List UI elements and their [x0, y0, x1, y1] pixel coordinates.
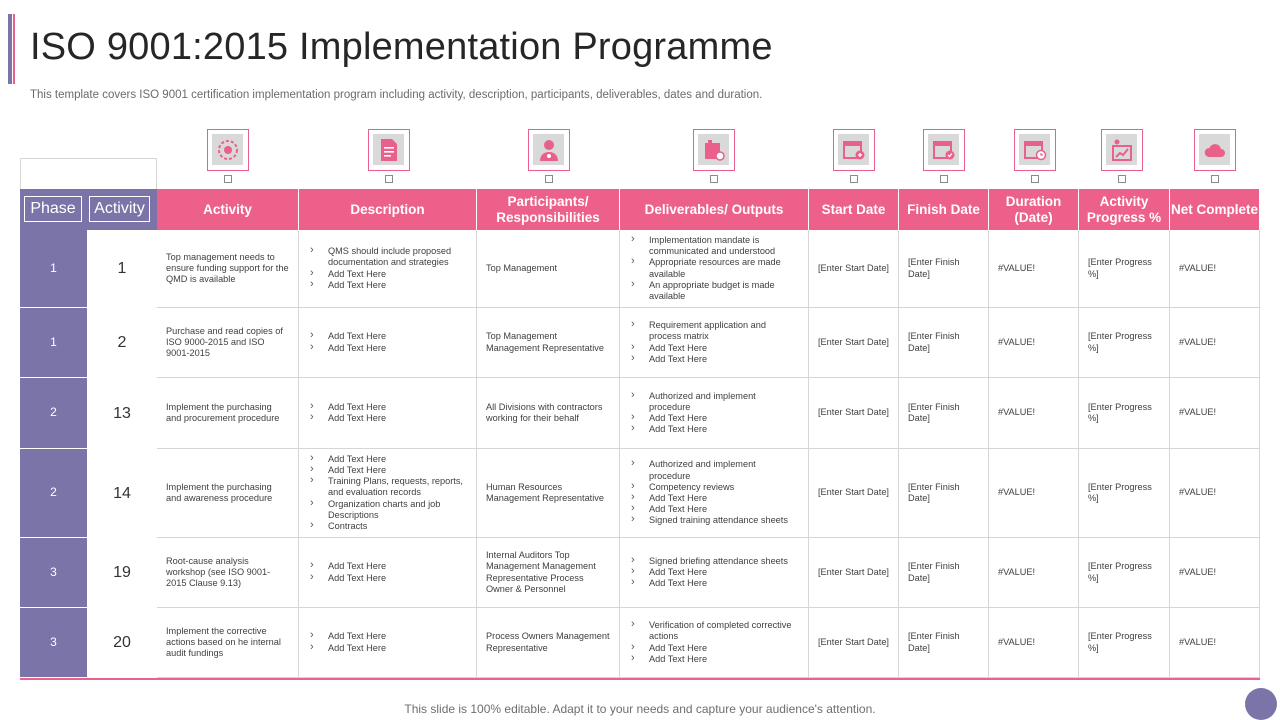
column-header: Net Complete	[1170, 189, 1260, 230]
progress-cell	[1079, 449, 1170, 538]
duration-cell	[989, 449, 1079, 538]
progress-cell-text: [Enter Progress %]	[1088, 631, 1152, 653]
net-complete-cell-text: #VALUE!	[1179, 566, 1217, 577]
finish-date-cell	[899, 230, 989, 308]
corner-decoration	[1245, 688, 1277, 720]
activity-cell	[157, 538, 299, 608]
description-cell	[299, 308, 477, 378]
finish-date-cell	[899, 608, 989, 678]
phase-cell: 2	[20, 449, 87, 538]
activity-number-cell: 14	[87, 449, 157, 538]
start-date-cell	[809, 449, 899, 538]
column-icon-box	[693, 129, 735, 171]
progress-chart-icon	[1106, 134, 1137, 165]
net-complete-cell	[1170, 538, 1260, 608]
target-gear-icon	[212, 134, 243, 165]
start-date-cell	[809, 308, 899, 378]
progress-cell-text: [Enter Progress %]	[1088, 401, 1152, 423]
column-header: Activity	[157, 189, 299, 230]
table-bottom-rule	[20, 678, 1260, 680]
finish-date-cell-text: [Enter Finish Date]	[908, 631, 960, 653]
deliverables-cell	[620, 308, 809, 378]
start-date-cell	[809, 378, 899, 449]
accent-bar-pink	[13, 14, 15, 84]
net-complete-cell	[1170, 378, 1260, 449]
bullet-item: › Add Text Here	[308, 331, 386, 342]
column-icon-box	[207, 129, 249, 171]
bullet-item: › Add Text Here	[308, 643, 386, 654]
activity-cell-text: Implement the corrective actions based on he internal audit fundings	[166, 625, 281, 659]
bullet-list	[629, 235, 799, 302]
deliverables-cell	[620, 538, 809, 608]
net-complete-cell-text: #VALUE!	[1179, 407, 1217, 418]
bullet-list	[629, 620, 799, 665]
duration-cell-text: #VALUE!	[998, 566, 1036, 577]
document-icon	[373, 134, 404, 165]
table-row	[20, 308, 1260, 378]
duration-cell	[989, 378, 1079, 449]
participants-cell-text: All Divisions with contractors working for their behalf	[486, 401, 603, 423]
bullet-item: › Add Text Here	[629, 567, 788, 578]
finish-date-cell	[899, 378, 989, 449]
bullet-item: › Add Text Here	[308, 269, 467, 280]
duration-cell	[989, 230, 1079, 308]
finish-date-cell-text: [Enter Finish Date]	[908, 481, 960, 503]
table-row	[20, 608, 1260, 678]
column-checkbox[interactable]	[545, 175, 553, 183]
phase-header-label: Phase	[24, 196, 82, 222]
bullet-list	[629, 320, 799, 365]
column-header: Duration (Date)	[989, 189, 1079, 230]
phase-cell: 1	[20, 308, 87, 378]
column-checkbox[interactable]	[224, 175, 232, 183]
start-date-cell	[809, 230, 899, 308]
net-complete-cell	[1170, 449, 1260, 538]
bullet-item: › Signed training attendance sheets	[629, 515, 799, 526]
column-checkbox[interactable]	[1211, 175, 1219, 183]
bullet-list	[629, 391, 799, 436]
net-complete-cell	[1170, 308, 1260, 378]
bullet-item: › QMS should include proposed documentation and strategies	[308, 246, 467, 268]
activity-number-cell: 19	[87, 538, 157, 608]
bullet-item: › Competency reviews	[629, 482, 799, 493]
description-cell	[299, 538, 477, 608]
calendar-start-icon	[838, 134, 869, 165]
table-row	[20, 378, 1260, 449]
duration-cell	[989, 608, 1079, 678]
description-cell	[299, 378, 477, 449]
finish-date-cell	[899, 538, 989, 608]
participants-cell-text: Process Owners Management Representative	[486, 631, 610, 653]
column-header: Start Date	[809, 189, 899, 230]
finish-date-cell-text: [Enter Finish Date]	[908, 257, 960, 279]
bullet-item: › Add Text Here	[629, 578, 788, 589]
duration-cell-text: #VALUE!	[998, 487, 1036, 498]
finish-date-cell	[899, 308, 989, 378]
bullet-item: › Add Text Here	[308, 573, 386, 584]
column-checkbox[interactable]	[1118, 175, 1126, 183]
bullet-item: › Add Text Here	[629, 493, 799, 504]
net-complete-cell-text: #VALUE!	[1179, 636, 1217, 647]
bullet-item: › Verification of completed corrective actions	[629, 620, 799, 642]
bullet-item: › Authorized and implement procedure	[629, 391, 799, 413]
activity-header-label: Activity	[89, 196, 150, 222]
finish-date-cell-text: [Enter Finish Date]	[908, 561, 960, 583]
bullet-item: › Implementation mandate is communicated and understood	[629, 235, 799, 257]
bullet-list	[308, 331, 386, 353]
column-icon-box	[923, 129, 965, 171]
person-icon	[533, 134, 564, 165]
progress-cell	[1079, 538, 1170, 608]
progress-cell	[1079, 308, 1170, 378]
start-date-cell-text: [Enter Start Date]	[818, 407, 889, 418]
column-checkbox[interactable]	[1031, 175, 1039, 183]
phase-cell: 3	[20, 538, 87, 608]
bullet-list	[629, 459, 799, 526]
participants-cell	[477, 538, 620, 608]
column-header: Activity Progress %	[1079, 189, 1170, 230]
net-complete-cell-text: #VALUE!	[1179, 262, 1217, 273]
column-checkbox[interactable]	[710, 175, 718, 183]
page-subtitle: This template covers ISO 9001 certification implementation program including activity, description, participants, deliverables, dates and duration.	[30, 89, 763, 101]
bullet-item: › Authorized and implement procedure	[629, 459, 799, 481]
duration-cell	[989, 308, 1079, 378]
activity-cell	[157, 608, 299, 678]
page-title: ISO 9001:2015 Implementation Programme	[30, 26, 773, 68]
slide-footer: This slide is 100% editable. Adapt it to your needs and capture your audience's attention.	[404, 702, 876, 716]
duration-cell-text: #VALUE!	[998, 636, 1036, 647]
bullet-item: › Add Text Here	[308, 402, 386, 413]
activity-number-cell: 2	[87, 308, 157, 378]
activity-cell-text: Implement the purchasing and procurement procedure	[166, 401, 280, 423]
phase-cell: 2	[20, 378, 87, 449]
calendar-clock-icon	[1019, 134, 1050, 165]
progress-cell	[1079, 378, 1170, 449]
net-complete-cell-text: #VALUE!	[1179, 487, 1217, 498]
bullet-list	[629, 556, 788, 590]
progress-cell	[1079, 608, 1170, 678]
bullet-list	[308, 631, 386, 653]
column-icon-box	[1101, 129, 1143, 171]
start-date-cell-text: [Enter Start Date]	[818, 487, 889, 498]
bullet-item: › Add Text Here	[629, 413, 799, 424]
participants-cell	[477, 378, 620, 449]
column-icon-box	[1014, 129, 1056, 171]
bullet-item: › Add Text Here	[629, 504, 799, 515]
table-row	[20, 230, 1260, 308]
finish-date-cell	[899, 449, 989, 538]
participants-cell	[477, 449, 620, 538]
accent-bar	[8, 14, 12, 84]
cloud-icon	[1199, 134, 1230, 165]
duration-cell-text: #VALUE!	[998, 262, 1036, 273]
bullet-item: › Add Text Here	[308, 280, 467, 291]
column-checkbox[interactable]	[385, 175, 393, 183]
activity-cell-text: Root-cause analysis workshop (see ISO 9001-2015 Clause 9.13)	[166, 555, 271, 589]
bullet-item: › Add Text Here	[629, 354, 799, 365]
deliverables-cell	[620, 230, 809, 308]
bullet-item: › Add Text Here	[629, 654, 799, 665]
deliverables-icon	[698, 134, 729, 165]
activity-number-cell: 20	[87, 608, 157, 678]
net-complete-cell	[1170, 608, 1260, 678]
bullet-item: › Signed briefing attendance sheets	[629, 556, 788, 567]
bullet-item: › Add Text Here	[308, 561, 386, 572]
bullet-list	[308, 561, 386, 583]
participants-cell-text: Top Management	[486, 262, 557, 273]
start-date-cell-text: [Enter Start Date]	[818, 566, 889, 577]
start-date-cell-text: [Enter Start Date]	[818, 262, 889, 273]
participants-cell-text: Internal Auditors Top Management Management Representative Process Owner & Personnel	[486, 550, 596, 594]
bullet-item: › Add Text Here	[308, 343, 386, 354]
calendar-finish-icon	[928, 134, 959, 165]
progress-cell-text: [Enter Progress %]	[1088, 331, 1152, 353]
bullet-item: › Add Text Here	[308, 465, 467, 476]
progress-cell-text: [Enter Progress %]	[1088, 257, 1152, 279]
column-header: Participants/ Responsibilities	[477, 189, 620, 230]
activity-cell	[157, 378, 299, 449]
progress-cell	[1079, 230, 1170, 308]
participants-cell	[477, 308, 620, 378]
duration-cell-text: #VALUE!	[998, 336, 1036, 347]
bullet-item: › Add Text Here	[308, 454, 467, 465]
bullet-list	[308, 454, 467, 532]
activity-cell	[157, 449, 299, 538]
bullet-item: › An appropriate budget is made available	[629, 280, 799, 302]
start-date-cell	[809, 538, 899, 608]
description-cell	[299, 230, 477, 308]
bullet-list	[308, 246, 467, 291]
column-header: Finish Date	[899, 189, 989, 230]
finish-date-cell-text: [Enter Finish Date]	[908, 331, 960, 353]
bullet-list	[308, 402, 386, 424]
finish-date-cell-text: [Enter Finish Date]	[908, 401, 960, 423]
phase-cell: 3	[20, 608, 87, 678]
activity-cell-text: Top management needs to ensure funding support for the QMD is available	[166, 251, 289, 285]
activity-number-cell: 1	[87, 230, 157, 308]
activity-cell-text: Implement the purchasing and awareness procedure	[166, 481, 273, 503]
phase-cell: 1	[20, 230, 87, 308]
participants-cell-text: Human Resources Management Representative	[486, 481, 604, 503]
activity-cell	[157, 308, 299, 378]
bullet-item: › Add Text Here	[308, 631, 386, 642]
start-date-cell-text: [Enter Start Date]	[818, 336, 889, 347]
table-row	[20, 449, 1260, 538]
column-icon-box	[368, 129, 410, 171]
bullet-item: › Add Text Here	[629, 343, 799, 354]
bullet-item: › Contracts	[308, 521, 467, 532]
duration-cell	[989, 538, 1079, 608]
net-complete-cell	[1170, 230, 1260, 308]
bullet-item: › Appropriate resources are made available	[629, 257, 799, 279]
column-icon-box	[1194, 129, 1236, 171]
activity-cell	[157, 230, 299, 308]
duration-cell-text: #VALUE!	[998, 407, 1036, 418]
column-icon-box	[833, 129, 875, 171]
bullet-item: › Training Plans, requests, reports, and evaluation records	[308, 476, 467, 498]
net-complete-cell-text: #VALUE!	[1179, 336, 1217, 347]
participants-cell-text: Top Management Management Representative	[486, 331, 604, 353]
description-cell	[299, 449, 477, 538]
bullet-item: › Add Text Here	[629, 643, 799, 654]
deliverables-cell	[620, 608, 809, 678]
deliverables-cell	[620, 449, 809, 538]
column-header: Description	[299, 189, 477, 230]
start-date-cell-text: [Enter Start Date]	[818, 636, 889, 647]
column-icon-box	[528, 129, 570, 171]
description-cell	[299, 608, 477, 678]
progress-cell-text: [Enter Progress %]	[1088, 481, 1152, 503]
column-checkbox[interactable]	[850, 175, 858, 183]
column-header: Deliverables/ Outputs	[620, 189, 809, 230]
bullet-item: › Add Text Here	[629, 424, 799, 435]
column-checkbox[interactable]	[940, 175, 948, 183]
participants-cell	[477, 608, 620, 678]
bullet-item: › Organization charts and job Descriptions	[308, 499, 467, 521]
activity-number-cell: 13	[87, 378, 157, 449]
activity-cell-text: Purchase and read copies of ISO 9000-2015 and ISO 9001-2015	[166, 325, 283, 359]
bullet-item: › Requirement application and process matrix	[629, 320, 799, 342]
bullet-item: › Add Text Here	[308, 413, 386, 424]
table-row	[20, 538, 1260, 608]
deliverables-cell	[620, 378, 809, 449]
participants-cell	[477, 230, 620, 308]
progress-cell-text: [Enter Progress %]	[1088, 561, 1152, 583]
start-date-cell	[809, 608, 899, 678]
